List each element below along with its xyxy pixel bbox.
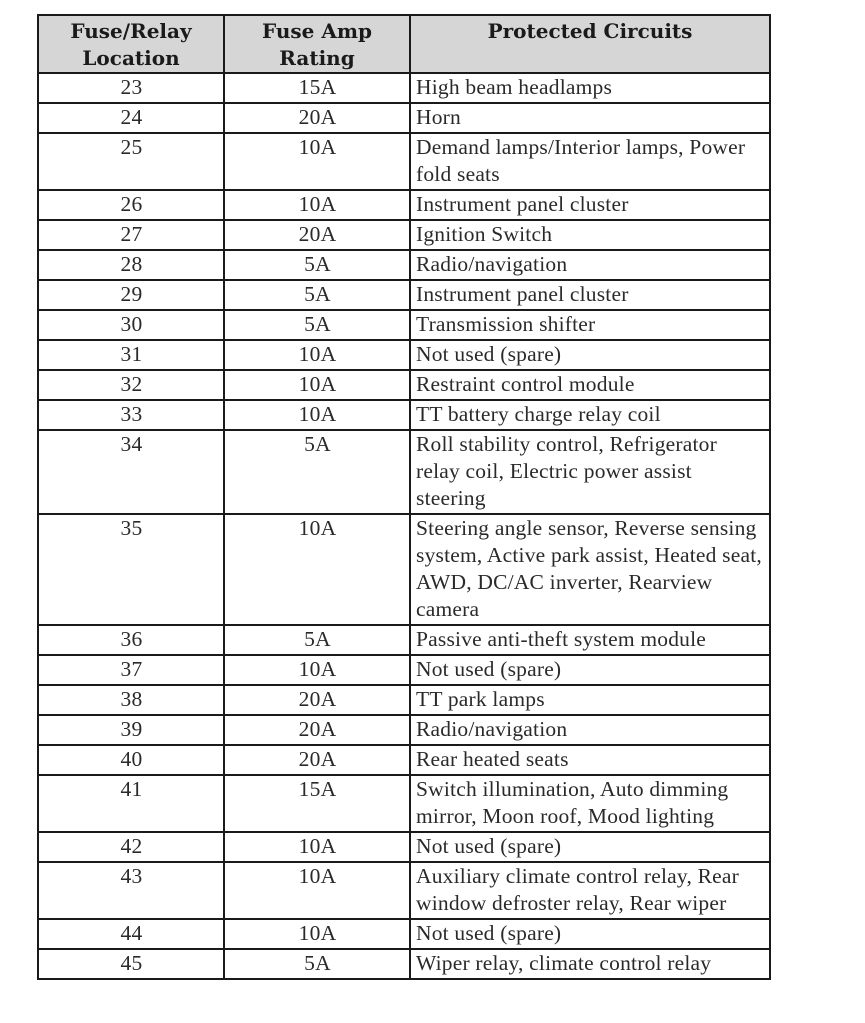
cell-protected-circuits: Instrument panel cluster	[410, 190, 770, 220]
cell-protected-circuits: Wiper relay, climate control relay	[410, 949, 770, 979]
cell-location: 29	[38, 280, 224, 310]
table-row	[38, 949, 770, 979]
cell-protected-circuits: Ignition Switch	[410, 220, 770, 250]
cell-location: 45	[38, 949, 224, 979]
cell-location: 37	[38, 655, 224, 685]
cell-protected-circuits: Restraint control module	[410, 370, 770, 400]
cell-protected-circuits: Rear heated seats	[410, 745, 770, 775]
table-header-row	[38, 15, 770, 73]
cell-amp-rating: 10A	[224, 190, 410, 220]
table-row	[38, 775, 770, 832]
cell-amp-rating: 20A	[224, 220, 410, 250]
cell-amp-rating: 5A	[224, 280, 410, 310]
cell-protected-circuits: Horn	[410, 103, 770, 133]
cell-amp-rating: 20A	[224, 715, 410, 745]
cell-location: 30	[38, 310, 224, 340]
cell-amp-rating: 10A	[224, 340, 410, 370]
cell-protected-circuits: Demand lamps/Interior lamps, Power fold seats	[410, 133, 770, 190]
cell-amp-rating: 5A	[224, 949, 410, 979]
cell-amp-rating: 10A	[224, 832, 410, 862]
cell-protected-circuits: Transmission shifter	[410, 310, 770, 340]
cell-protected-circuits: Not used (spare)	[410, 655, 770, 685]
cell-amp-rating: 10A	[224, 400, 410, 430]
cell-location: 34	[38, 430, 224, 514]
cell-location: 26	[38, 190, 224, 220]
cell-protected-circuits: Auxiliary climate control relay, Rear window defroster relay, Rear wiper	[410, 862, 770, 919]
cell-amp-rating: 5A	[224, 430, 410, 514]
table-row	[38, 190, 770, 220]
cell-location: 32	[38, 370, 224, 400]
cell-protected-circuits: Not used (spare)	[410, 919, 770, 949]
cell-amp-rating: 20A	[224, 685, 410, 715]
fuse-relay-table	[37, 14, 771, 980]
cell-location: 23	[38, 73, 224, 103]
cell-amp-rating: 20A	[224, 745, 410, 775]
cell-amp-rating: 10A	[224, 370, 410, 400]
table-row	[38, 220, 770, 250]
table-row	[38, 832, 770, 862]
cell-location: 38	[38, 685, 224, 715]
cell-location: 43	[38, 862, 224, 919]
table-row	[38, 862, 770, 919]
cell-location: 44	[38, 919, 224, 949]
cell-amp-rating: 10A	[224, 133, 410, 190]
table-row	[38, 310, 770, 340]
cell-location: 35	[38, 514, 224, 625]
table-row	[38, 655, 770, 685]
cell-protected-circuits: Radio/navigation	[410, 250, 770, 280]
cell-amp-rating: 15A	[224, 73, 410, 103]
cell-protected-circuits: Roll stability control, Refrigerator relay coil, Electric power assist steering	[410, 430, 770, 514]
header-protected-circuits: Protected Circuits	[410, 15, 770, 73]
cell-location: 27	[38, 220, 224, 250]
cell-location: 25	[38, 133, 224, 190]
cell-location: 41	[38, 775, 224, 832]
table-row	[38, 73, 770, 103]
cell-amp-rating: 5A	[224, 250, 410, 280]
table-row	[38, 370, 770, 400]
cell-protected-circuits: TT battery charge relay coil	[410, 400, 770, 430]
table-body	[38, 73, 770, 979]
header-location: Fuse/Relay Location	[38, 15, 224, 73]
cell-protected-circuits: Radio/navigation	[410, 715, 770, 745]
cell-amp-rating: 10A	[224, 655, 410, 685]
table-row	[38, 250, 770, 280]
table-row	[38, 400, 770, 430]
cell-location: 24	[38, 103, 224, 133]
table-row	[38, 745, 770, 775]
header-amp-rating: Fuse Amp Rating	[224, 15, 410, 73]
cell-amp-rating: 5A	[224, 310, 410, 340]
cell-protected-circuits: Not used (spare)	[410, 340, 770, 370]
table-row	[38, 340, 770, 370]
table-row	[38, 625, 770, 655]
cell-protected-circuits: Passive anti-theft system module	[410, 625, 770, 655]
table-row	[38, 715, 770, 745]
cell-location: 33	[38, 400, 224, 430]
cell-amp-rating: 5A	[224, 625, 410, 655]
cell-amp-rating: 10A	[224, 514, 410, 625]
cell-protected-circuits: Switch illumination, Auto dimming mirror, Moon roof, Mood lighting	[410, 775, 770, 832]
cell-location: 39	[38, 715, 224, 745]
table-row	[38, 133, 770, 190]
cell-protected-circuits: High beam headlamps	[410, 73, 770, 103]
cell-location: 28	[38, 250, 224, 280]
cell-amp-rating: 20A	[224, 103, 410, 133]
cell-amp-rating: 10A	[224, 862, 410, 919]
cell-location: 36	[38, 625, 224, 655]
cell-location: 31	[38, 340, 224, 370]
table-row	[38, 685, 770, 715]
cell-protected-circuits: Steering angle sensor, Reverse sensing system, Active park assist, Heated seat, AWD, DC/AC inverter, Rearview camera	[410, 514, 770, 625]
cell-protected-circuits: TT park lamps	[410, 685, 770, 715]
table-row	[38, 919, 770, 949]
cell-amp-rating: 15A	[224, 775, 410, 832]
table-row	[38, 430, 770, 514]
table-row	[38, 280, 770, 310]
table-row	[38, 103, 770, 133]
cell-protected-circuits: Instrument panel cluster	[410, 280, 770, 310]
cell-location: 40	[38, 745, 224, 775]
cell-location: 42	[38, 832, 224, 862]
cell-protected-circuits: Not used (spare)	[410, 832, 770, 862]
table-row	[38, 514, 770, 625]
cell-amp-rating: 10A	[224, 919, 410, 949]
